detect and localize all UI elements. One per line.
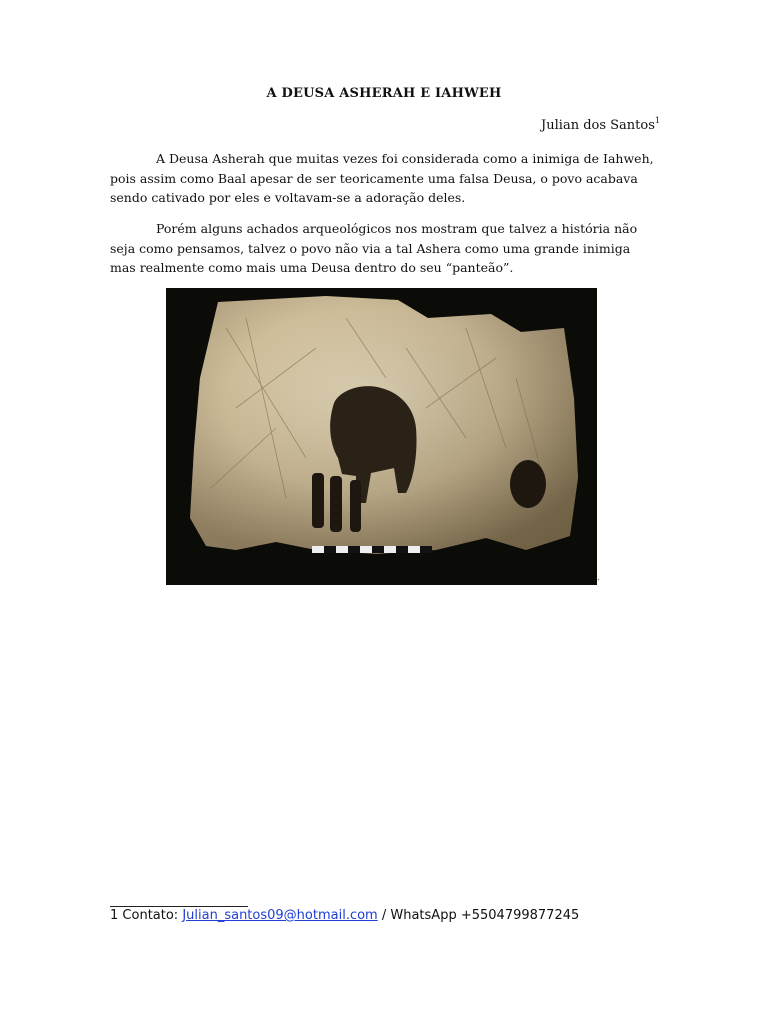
document-title: A DEUSA ASHERAH E IAHWEH: [266, 86, 502, 101]
stone-cavity: [510, 460, 546, 508]
footnote-separator-text: / WhatsApp: [381, 908, 457, 923]
footnote-separator: [110, 906, 248, 907]
phone-number: +5504799877245: [460, 908, 580, 923]
footnote-number: 1: [110, 908, 119, 923]
stone-relief-illustration: [166, 288, 597, 585]
author-line: [541, 118, 660, 133]
paragraph-1-text: A Deusa Asherah que muitas vezes foi considerada como a inimiga de Iahweh, pois assim como Baal apesar de ser teoricamente uma falsa Deusa, o povo acabava sendo cativado por eles e voltavam-se a adoração deles.: [110, 151, 654, 205]
image-trailing-mark: .: [597, 573, 600, 583]
author-name: Julian dos Santos: [541, 118, 655, 133]
email-link[interactable]: Julian_santos09@hotmail.com: [182, 908, 378, 923]
archaeological-stone-photo: [166, 288, 597, 585]
scale-bar: [312, 546, 432, 553]
paragraph-1: [110, 149, 655, 208]
footnote: [110, 908, 579, 923]
paragraph-2-text: Porém alguns achados arqueológicos nos mostram que talvez a história não seja como pensamos, talvez o povo não via a tal Ashera como uma grande inimiga mas realmente como mais uma Deusa dentro do seu “panteão”.: [110, 221, 638, 275]
footnote-label: Contato:: [122, 908, 179, 923]
author-footnote-marker[interactable]: 1: [654, 116, 660, 125]
paragraph-2: [110, 219, 655, 278]
